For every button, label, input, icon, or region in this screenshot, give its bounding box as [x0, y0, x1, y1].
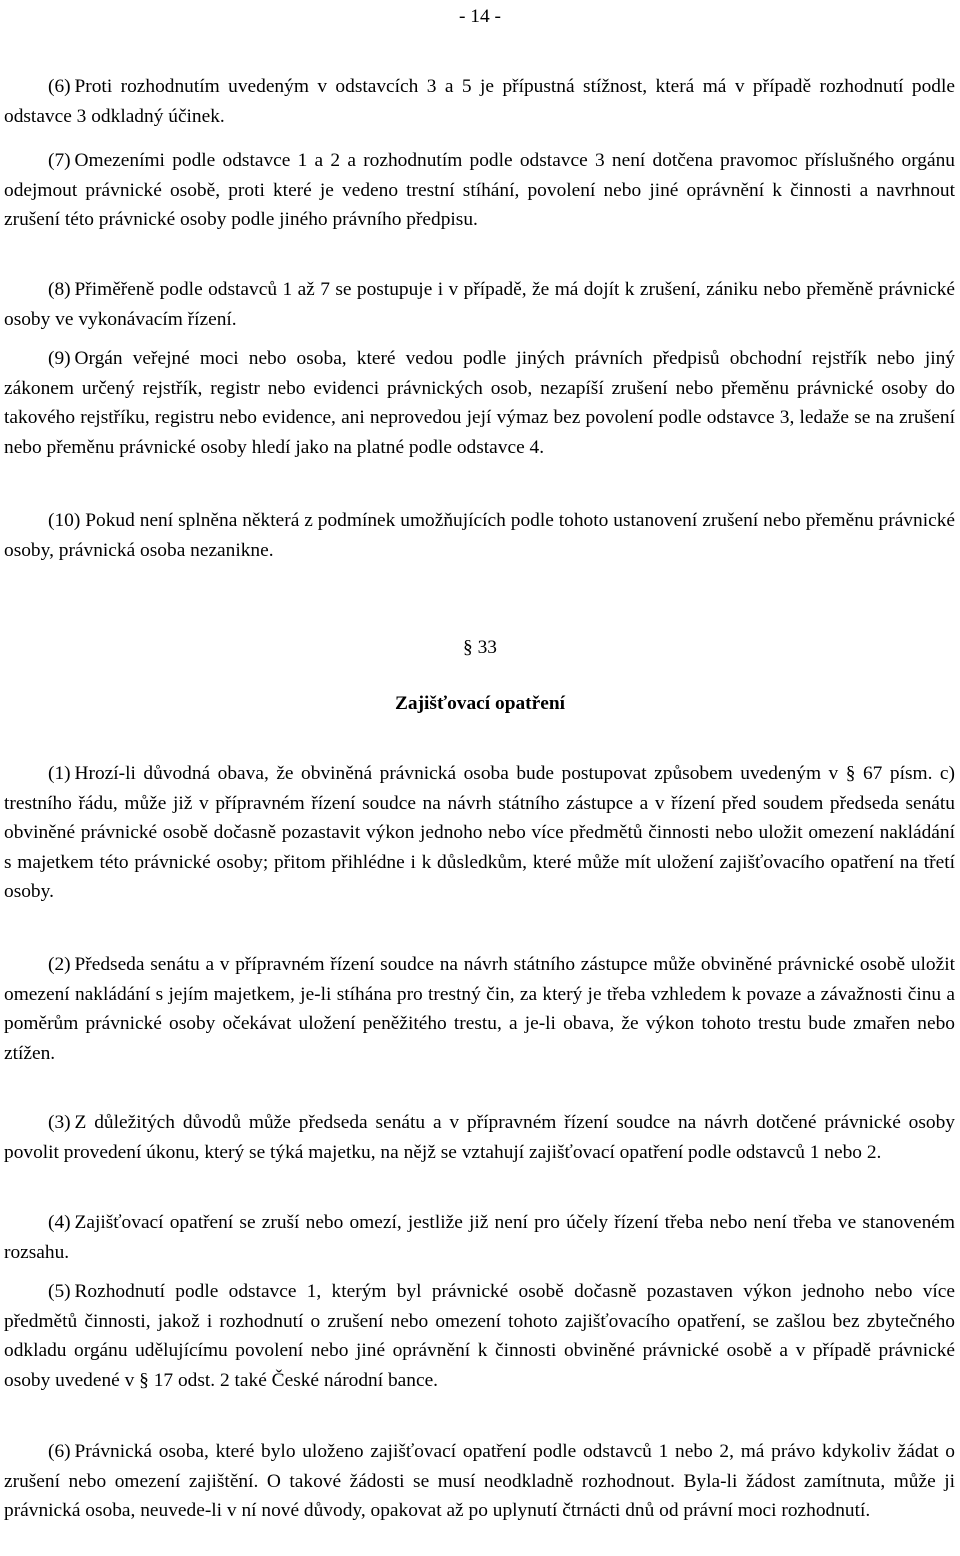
section-paragraph-1: (1) Hrozí-li důvodná obava, že obviněná právnická osoba bude postupovat způsobem uvedeným v § 67 písm. c) trestního řádu, může již v přípravném řízení soudce na návrh státního zástupce a v řízení před soudem předseda senátu obviněné právnické osobě dočasně pozastavit výkon jednoho nebo více předmětů činnosti nebo uložit omezení nakládání s majetkem této právnické osoby; přitom přihlédne i k důsledkům, které může mít uložení zajišťovacího opatření na třetí osoby. [4, 763, 955, 903]
page-number: - 14 - [458, 6, 501, 27]
paragraph-7: (7) Omezeními podle odstavce 1 a 2 a rozhodnutím podle odstavce 3 není dotčena pravomoc příslušného orgánu odejmout právnické osobě, proti které je vedeno trestní stíhání, povolení nebo jiné oprávnění k činnosti a navrhnout zrušení této právnické osoby podle jiného právního předpisu. [4, 150, 955, 231]
section-paragraph-5: (5) Rozhodnutí podle odstavce 1, kterým byl právnické osobě dočasně pozastaven výkon jednoho nebo více předmětů činnosti, jakož i rozhodnutí o zrušení nebo omezení tohoto zajišťovacího opatření, se zašlou bez zbytečného odkladu orgánu udělujícímu povolení nebo jiné oprávnění k činnosti obviněné právnické osobě a v případě právnické osoby uvedené v § 17 odst. 2 také České národní bance. [4, 1281, 955, 1391]
section-title: Zajišťovací opatření [394, 693, 566, 714]
section-number: § 33 [463, 637, 497, 658]
section-paragraph-2: (2) Předseda senátu a v přípravném řízení soudce na návrh státního zástupce může obviněné právnické osobě uložit omezení nakládání s jejím majetkem, je-li stíhána pro trestný čin, za který je třeba vzhledem k povaze a závažnosti činu a poměrům právnické osoby očekávat uložení peněžitého trestu, a je-li obava, že výkon tohoto trestu bude zmařen nebo ztížen. [4, 954, 955, 1064]
section-paragraph-6: (6) Právnická osoba, které bylo uloženo zajišťovací opatření podle odstavců 1 nebo 2, má právo kdykoliv žádat o zrušení nebo omezení zajištění. O takové žádosti se musí neodkladně rozhodnout. Byla-li žádost zamítnuta, může ji právnická osoba, neuvede-li v ní nové důvody, opakovat až po uplynutí čtrnácti dnů od právní moci rozhodnutí. [4, 1441, 955, 1522]
paragraph-8: (8) Přiměřeně podle odstavců 1 až 7 se postupuje i v případě, že má dojít k zrušení, zániku nebo přeměně právnické osoby ve vykonávacím řízení. [4, 279, 955, 330]
section-paragraph-3: (3) Z důležitých důvodů může předseda senátu a v přípravném řízení soudce na návrh dotčené právnické osoby povolit provedení úkonu, který se týká majetku, na nějž se vztahují zajišťovací opatření podle odstavců 1 nebo 2. [4, 1112, 955, 1163]
paragraph-10: (10) Pokud není splněna některá z podmínek umožňujících podle tohoto ustanovení zrušení nebo přeměnu právnické osoby, právnická osoba nezanikne. [4, 510, 955, 561]
section-paragraph-4: (4) Zajišťovací opatření se zruší nebo omezí, jestliže již není pro účely řízení třeba nebo není třeba ve stanoveném rozsahu. [4, 1212, 955, 1263]
paragraph-6: (6) Proti rozhodnutím uvedeným v odstavcích 3 a 5 je přípustná stížnost, která má v případě rozhodnutí podle odstavce 3 odkladný účinek. [4, 76, 955, 127]
paragraph-9: (9) Orgán veřejné moci nebo osoba, které vedou podle jiných právních předpisů obchodní rejstřík nebo jiný zákonem určený rejstřík, registr nebo evidenci právnických osob, nezapíší zrušení nebo přeměnu právnické osoby do takového rejstříku, registru nebo evidence, ani neprovedou její výmaz bez povolení podle odstavce 3, ledaže se na zrušení nebo přeměnu právnické osoby hledí jako na platné podle odstavce 4. [4, 348, 955, 458]
